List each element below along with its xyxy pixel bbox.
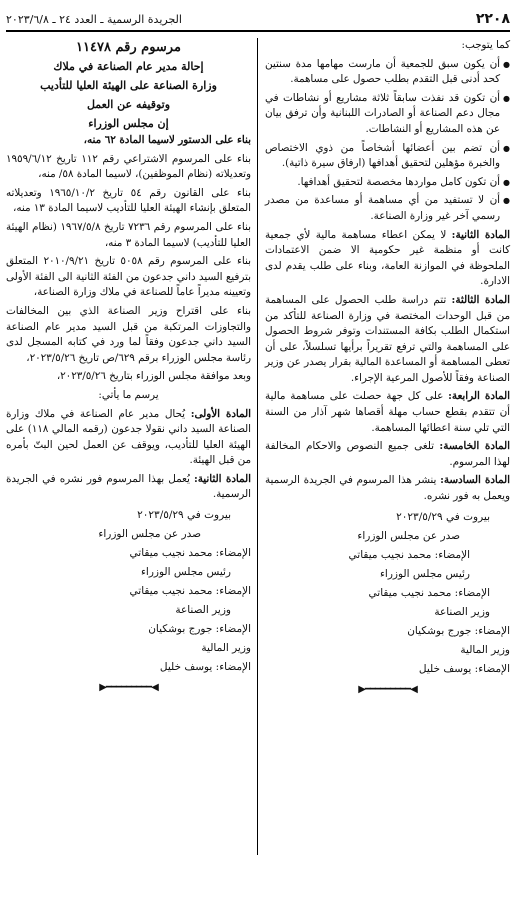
left-column <box>6 38 251 696</box>
page-number: ٢٢٠٨ <box>475 11 510 27</box>
requirement-bullet: ● أن تضم بين أعضائها أشخاصاً من ذوي الاختصاص والخبرة مؤهلين لتحقيق أهدافها (ارفاق سيرة ذاتية). <box>265 141 510 172</box>
signature-line: الإمضاء: محمد نجيب ميقاتي <box>348 548 470 561</box>
article-label: المادة السادسة: <box>440 474 510 487</box>
article-text: يُعمل بهذا المرسوم فور نشره في الجريدة الرسمية. <box>6 472 251 501</box>
article-paragraph <box>265 293 510 387</box>
signature-line: وزير المالية <box>460 643 510 656</box>
signature-line: الإمضاء: محمد نجيب ميقاتي <box>129 547 251 560</box>
column-divider <box>257 38 258 855</box>
article-text: تتم دراسة طلب الحصول على المساهمة من قبل الوحدات المختصة في وزارة الصناعة للتأكد من استكمال الطلب بكافة المستندات وتوفر شروط الحصول على المساهمة والتي ترفع تقريراً برأيها تسلسلاً، على أن تعطى المساهمة أو المساعدة المالية بقرار يصدر عن وزير الصناعة وفقاً للأصول المرعية الإجراء. <box>265 293 510 384</box>
decrees-heading: يرسم ما يأتي: <box>98 388 159 401</box>
preamble-paragraph: بناء على القانون رقم ٥٤ تاريخ ١٩٦٥/١٠/٢ وتعديلاته المتعلق بإنشاء الهيئة العليا للتأديب لاسيما المادة ١٣ منه، <box>6 186 251 215</box>
issuer: إن مجلس الوزراء <box>88 117 169 130</box>
signature-line: الإمضاء: محمد نجيب ميقاتي <box>368 586 490 599</box>
preamble-paragraph: بناء على اقتراح وزير الصناعة الذي بين المخالفات والتجاوزات المرتكبة من قبل السيد مدير عام الصناعة السيد داني جدعون وفقاً لما ورد في كتابه المسجل لدى رئاسة مجلس الوزراء برقم ٦٢٩/ص تاريخ ٢٠٢٣/٥/٢٦، <box>6 304 251 364</box>
article-label: المادة الرابعة: <box>448 390 510 403</box>
signature-block <box>265 508 510 679</box>
requirement-bullet: ● أن تكون قد نفذت سابقاً ثلاثة مشاريع أو نشاطات في مجال دعم الصناعة أو الصادرات اللبنانية وأن ترفق بيان عن هذه المشاريع أو النشاطات. <box>265 91 510 138</box>
signature-line: رئيس مجلس الوزراء <box>140 566 231 579</box>
article-paragraph <box>265 439 510 470</box>
article-paragraph <box>6 407 251 469</box>
decree-title-line: إحالة مدير عام الصناعة في ملاك <box>53 60 204 73</box>
gazette-header-title: الجريدة الرسمية ـ العدد ٢٤ ـ ٢٠٢٣/٦/٨ <box>6 12 182 26</box>
article-label: المادة الثانية: <box>193 472 251 485</box>
article-text: ينشر هذا المرسوم في الجريدة الرسمية ويعمل به فور نشره. <box>265 474 510 503</box>
signature-block <box>6 506 251 677</box>
right-column <box>265 38 510 697</box>
requirement-bullet: ● أن لا تستفيد من أي مساهمة أو مساعدة من مصدر رسمي آخر غير وزارة الصناعة. <box>265 193 510 224</box>
end-ornament: ◀━━━━━━━━━▶ <box>99 682 158 694</box>
signature-line: رئيس مجلس الوزراء <box>379 567 470 580</box>
article-label: المادة الخامسة: <box>439 440 510 453</box>
decree-date: بيروت في ٢٠٢٣/٥/٢٩ <box>137 509 231 522</box>
article-text: على كل جهة حصلت على مساهمة مالية أن تتقدم بقطع حساب مهلة أقصاها شهر آذار من السنة التي تلي سنة اعطائها المساهمة. <box>265 390 510 434</box>
signature-line: وزير الصناعة <box>434 605 490 618</box>
signature-line: الإمضاء: يوسف خليل <box>418 662 510 675</box>
preamble-paragraph: بناء على المرسوم رقم ٧٢٣٦ تاريخ ١٩٦٧/٥/٨ (نظام الهيئة العليا للتأديب) لاسيما المادة ٣ منه، <box>6 220 251 249</box>
article-label: المادة الثانية: <box>451 228 510 241</box>
article-label: المادة الثالثة: <box>451 293 510 306</box>
requirement-bullet: ● أن تكون كامل مواردها مخصصة لتحقيق أهدافها. <box>265 175 510 191</box>
article-paragraph <box>6 472 251 503</box>
preamble-paragraph: وبعد موافقة مجلس الوزراء بتاريخ ٢٠٢٣/٥/٢٦، <box>56 370 251 383</box>
decree-title-line: وتوقيفه عن العمل <box>86 98 171 111</box>
signature-line: الإمضاء: جورج بوشكيان <box>148 623 251 636</box>
signature-line: وزير المالية <box>201 642 251 655</box>
preamble-paragraph: بناء على الدستور لاسيما المادة ٦٢ منه، <box>83 134 251 146</box>
preamble-paragraph: بناء على المرسوم رقم ٥٠٥٨ تاريخ ٢٠١٠/٩/٢١ المتعلق بترفيع السيد داني جدعون من الفئة الثانية الى الفئة الأولى وتعيينه مديراً عاماً للصناعة في ملاك وزارة الصناعة، <box>6 255 251 299</box>
article-paragraph <box>265 389 510 436</box>
signature-line: الإمضاء: يوسف خليل <box>159 661 251 674</box>
article-paragraph <box>265 228 510 290</box>
article-text: تلغى جميع النصوص والاحكام المخالفة لهذا المرسوم. <box>265 440 510 468</box>
decree-date: بيروت في ٢٠٢٣/٥/٢٩ <box>396 510 490 523</box>
signature-line: الإمضاء: محمد نجيب ميقاتي <box>129 585 251 598</box>
signature-line: صدر عن مجلس الوزراء <box>357 529 460 542</box>
decree-number: مرسوم رقم ١١٤٧٨ <box>76 40 181 55</box>
article-paragraph <box>265 473 510 504</box>
intro-text: كما يتوجب: <box>461 39 510 51</box>
decree-title-line: وزارة الصناعة على الهيئة العليا للتأديب <box>40 79 217 92</box>
article-text: لا يمكن اعطاء مساهمة مالية لأي جمعية كانت أو منظمة غير حكومية الا ضمن الاعتمادات الملحوظة في الموازنة العامة، وبناء على طلب يقدم لدى الادارة. <box>265 228 510 288</box>
preamble-paragraph: بناء على المرسوم الاشتراعي رقم ١١٢ تاريخ ١٩٥٩/٦/١٢ وتعديلاته (نظام الموظفين)، لاسيما المادة ٥٨/ منه، <box>6 152 251 181</box>
article-label: المادة الأولى: <box>190 407 251 420</box>
requirement-bullet: ● أن يكون سبق للجمعية أن مارست مهامها مدة سنتين كحد أدنى قبل التقدم بطلب حصول على مساهمة. <box>265 57 510 88</box>
article-text: يُحال مدير عام الصناعة في ملاك وزارة الصناعة السيد داني نقولا جدعون (رقمه المالي ١١٨) على الهيئة العليا للتأديب، ويوقف عن العمل لحين البتّ بأمره من قبل الهيئة. <box>6 407 251 467</box>
header-divider <box>6 30 510 32</box>
signature-line: الإمضاء: جورج بوشكيان <box>407 624 510 637</box>
page-header <box>6 10 510 28</box>
end-ornament: ◀━━━━━━━━━▶ <box>358 683 417 695</box>
signature-line: صدر عن مجلس الوزراء <box>98 528 201 541</box>
signature-line: وزير الصناعة <box>175 604 231 617</box>
